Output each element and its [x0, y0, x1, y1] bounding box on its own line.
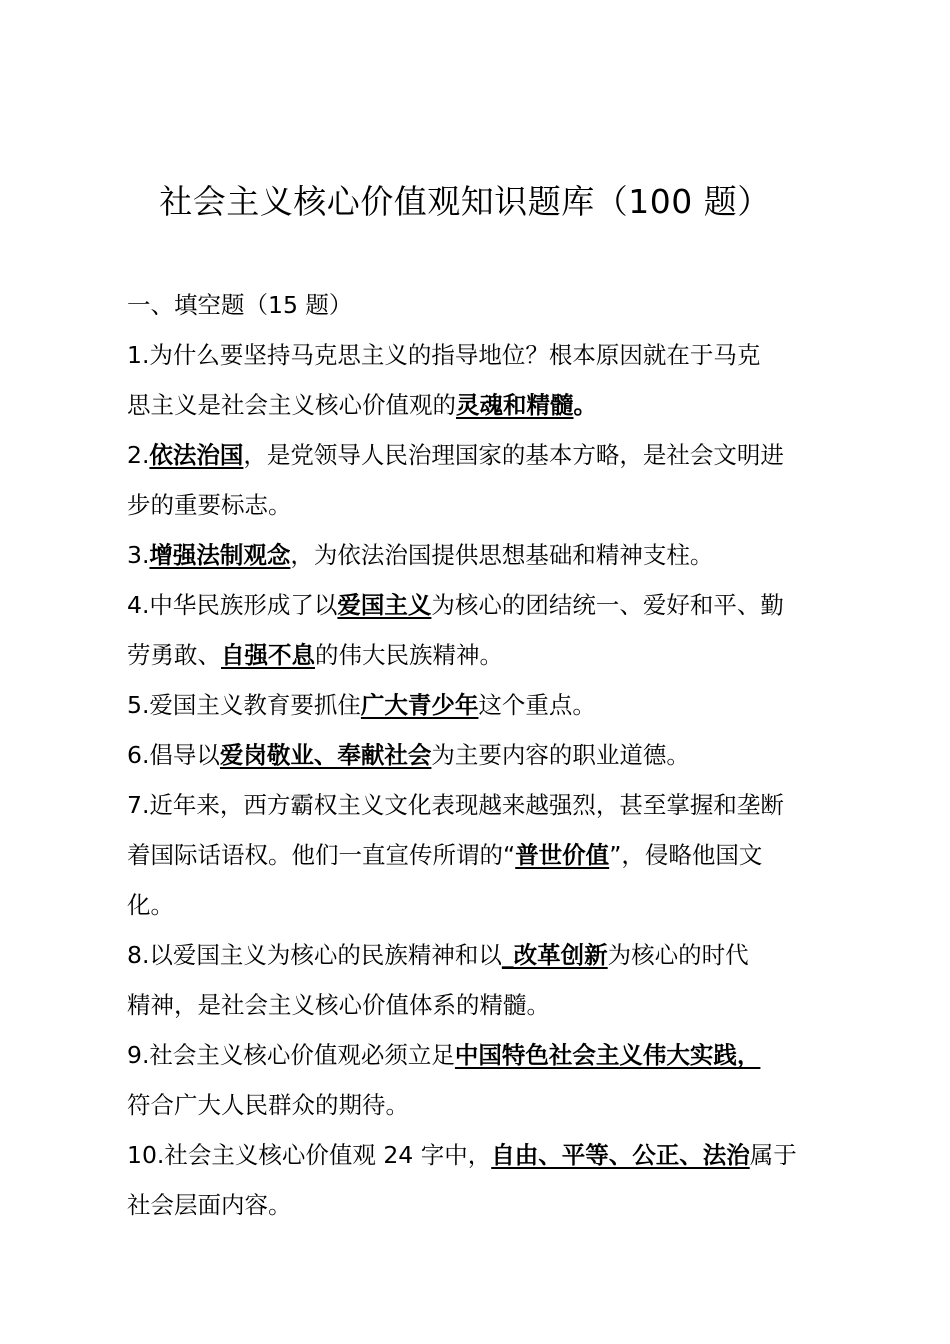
question-line	[127, 930, 827, 980]
question-line	[127, 1180, 827, 1230]
line-text: 7.近年来，西方霸权主义文化表现越来越强烈，甚至掌握和垄断	[127, 791, 784, 819]
question-line	[127, 880, 827, 930]
line-text: ，为依法治国提供思想基础和精神支柱。	[290, 541, 714, 569]
answer-text: _改革创新	[501, 941, 608, 969]
line-text: 社会层面内容。	[127, 1191, 292, 1219]
line-text: 劳勇敢、	[127, 641, 221, 669]
line-text: 的伟大民族精神。	[315, 641, 503, 669]
answer-text: 爱国主义	[337, 591, 432, 619]
line-text: 符合广大人民群众的期待。	[127, 1091, 409, 1119]
section-heading: 一、填空题（15 题）	[127, 291, 353, 319]
question-line	[127, 1030, 827, 1080]
question-line	[127, 330, 827, 380]
line-text: 9.社会主义核心价值观必须立足	[127, 1041, 455, 1069]
line-text: 步的重要标志。	[127, 491, 292, 519]
answer-text: 广大青少年	[360, 691, 479, 719]
question-line	[127, 830, 827, 880]
question-line	[127, 780, 827, 830]
line-text: 着国际话语权。他们一直宣传所谓的“	[127, 841, 516, 869]
line-text: 1.为什么要坚持马克思主义的指导地位？根本原因就在于马克	[127, 341, 761, 369]
answer-text: 灵魂和精髓	[456, 391, 574, 419]
question-line	[127, 1080, 827, 1130]
answer-text: 普世价值	[515, 841, 610, 869]
answer-text: 中国特色社会主义伟大实践，	[454, 1041, 761, 1069]
line-text: 3.	[127, 541, 150, 569]
line-text: 化。	[127, 891, 174, 919]
question-line	[127, 980, 827, 1030]
line-text: 思主义是社会主义核心价值观的	[127, 391, 456, 419]
line-text: 精神，是社会主义核心价值体系的精髓。	[127, 991, 550, 1019]
answer-text: 依法治国	[149, 441, 244, 469]
line-text: 10.社会主义核心价值观 24 字中，	[127, 1141, 492, 1169]
line-text: 4.中华民族形成了以	[127, 591, 338, 619]
question-line	[127, 480, 827, 530]
question-line	[127, 1130, 827, 1180]
document-title: 社会主义核心价值观知识题库（100 题）	[159, 182, 771, 221]
line-text: 属于	[749, 1141, 797, 1169]
line-text: 为主要内容的职业道德。	[431, 741, 690, 769]
line-text: 8.以爱国主义为核心的民族精神和以	[127, 941, 502, 969]
line-text: ，是党领导人民治理国家的基本方略，是社会文明进	[243, 441, 784, 469]
answer-text: 爱岗敬业、奉献社会	[219, 741, 432, 769]
answer-text: 增强法制观念	[149, 541, 291, 569]
line-text: 5.爱国主义教育要抓住	[127, 691, 361, 719]
question-list	[127, 280, 827, 1230]
line-text: 。	[573, 391, 597, 419]
question-line	[127, 530, 827, 580]
line-text: 2.	[127, 441, 150, 469]
question-line	[127, 580, 827, 630]
line-text: 这个重点。	[478, 691, 596, 719]
line-text: ”，侵略他国文	[609, 841, 763, 869]
line-text: 6.倡导以	[127, 741, 220, 769]
question-line	[127, 380, 827, 430]
answer-text: 自强不息	[221, 641, 315, 669]
question-line	[127, 680, 827, 730]
answer-text: 自由、平等、公正、法治	[491, 1141, 750, 1169]
question-line	[127, 730, 827, 780]
line-text: 为核心的时代	[607, 941, 749, 969]
line-text: 为核心的团结统一、爱好和平、勤	[431, 591, 784, 619]
question-line	[127, 430, 827, 480]
question-line	[127, 630, 827, 680]
